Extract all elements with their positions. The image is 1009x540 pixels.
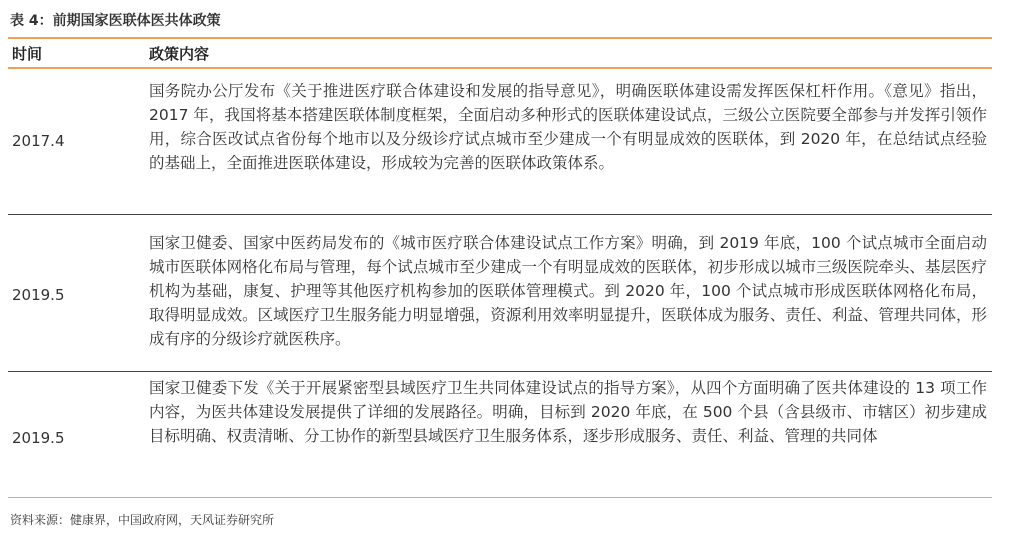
header-time: 时间 — [12, 45, 43, 63]
table-row — [8, 68, 992, 214]
row-date: 2017.4 — [12, 132, 65, 150]
table-row — [8, 372, 992, 497]
row-date: 2019.5 — [12, 429, 65, 447]
row-content: 国务院办公厅发布《关于推进医疗联合体建设和发展的指导意见》，明确医联体建设需发挥医保杠杆作用。《意见》指出，2017 年，我国将基本搭建医联体制度框架，全面启动多种形式的医联体建设试点，三级公立医院要全部参与并发挥引领作用，综合医改试点省份每个地市以及分级诊疗试点城市至少建成一个有明显成效的医联体，到 2020 年，在总结试点经验的基础上，全面推进医联体建设，形成较为完善的医联体政策体系。 — [149, 82, 987, 172]
table-title: 表 4：前期国家医联体医共体政策 — [10, 13, 221, 29]
header-policy: 政策内容 — [149, 45, 210, 63]
table-header — [8, 38, 992, 66]
row-content: 国家卫健委下发《关于开展紧密型县域医疗卫生共同体建设试点的指导方案》，从四个方面明确了医共体建设的 13 项工作内容，为医共体建设发展提供了详细的发展路径。明确，目标到 2020 年底，在 500 个县（含县级市、市辖区）初步建成目标明确、权责清晰、分工协作的新型县域医疗卫生服务体系，逐步形成服务、责任、利益、管理的共同体 — [149, 379, 987, 445]
row-content: 国家卫健委、国家中医药局发布的《城市医疗联合体建设试点工作方案》明确，到 2019 年底，100 个试点城市全面启动城市医联体网格化布局与管理，每个试点城市至少建成一个有明显成效的医联体，初步形成以城市三级医院牵头、基层医疗机构为基础，康复、护理等其他医疗机构参加的医联体管理模式。到 2020 年，100 个试点城市形成医联体网格化布局，取得明显成效。区域医疗卫生服务能力明显增强，资源利用效率明显提升，医联体成为服务、责任、利益、管理共同体，形成有序的分级诊疗就医秩序。 — [149, 234, 987, 348]
bottom-rule — [8, 497, 992, 498]
row-date: 2019.5 — [12, 286, 65, 304]
source-note: 资料来源：健康界，中国政府网，天风证券研究所 — [10, 513, 275, 527]
table-row — [8, 215, 992, 371]
